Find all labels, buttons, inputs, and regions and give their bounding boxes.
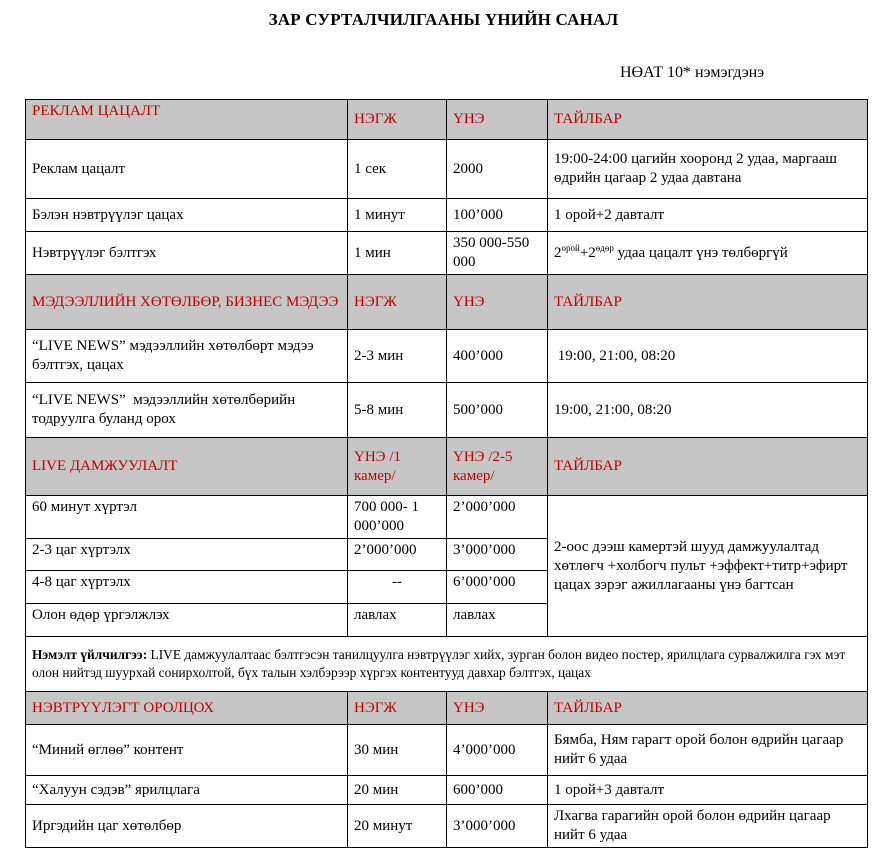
price-table xyxy=(25,99,868,848)
table-row xyxy=(26,140,868,199)
table-cell: 19:00, 21:00, 08:20 xyxy=(548,383,868,438)
table-row xyxy=(26,776,868,805)
extra-service-label: Нэмэлт үйлчилгээ: xyxy=(32,647,148,662)
table-row xyxy=(26,232,868,275)
table-cell: 3’000’000 xyxy=(447,805,548,848)
table-cell: Иргэдийн цаг хөтөлбөр xyxy=(26,805,348,848)
table-cell: Реклам цацалт xyxy=(26,140,348,199)
table-cell: 600’000 xyxy=(447,776,548,805)
table-cell: Бямба, Ням гарагт орой болон өдрийн цагаар нийт 6 удаа xyxy=(548,725,868,776)
table-cell: 500’000 xyxy=(447,383,548,438)
live-note-cell: 2-оос дээш камертэй шууд дамжуулалтад хөтлөгч +холбогч пульт +эффект+титр+эфирт цацах зэрэг ажиллагааны үнэ багтсан xyxy=(548,496,868,637)
table-cell: 5-8 мин xyxy=(348,383,447,438)
table-cell: 19:00-24:00 цагийн хооронд 2 удаа, маргааш өдрийн цагаар 2 удаа давтана xyxy=(548,140,868,199)
table-cell: 1 сек xyxy=(348,140,447,199)
table-cell: “Халуун сэдэв” ярилцлага xyxy=(26,776,348,805)
extra-service-cell xyxy=(26,637,868,692)
table-cell: Нэвтрүүлэг бэлтгэх xyxy=(26,232,348,275)
header-cell: ТАЙЛБАР xyxy=(548,100,868,140)
header-cell: ҮНЭ xyxy=(447,275,548,330)
table-row xyxy=(26,330,868,383)
table-cell: 2-3 цаг хүртэлх xyxy=(26,539,348,571)
header-cell: ҮНЭ /2-5 камер/ xyxy=(447,438,548,496)
table-cell: “Миний өглөө” контент xyxy=(26,725,348,776)
section-header-news xyxy=(26,275,868,330)
header-cell: НЭГЖ xyxy=(348,692,447,725)
table-cell: Лхагва гарагийн орой болон өдрийн цагаар нийт 6 удаа xyxy=(548,805,868,848)
header-cell: ҮНЭ /1 камер/ xyxy=(348,438,447,496)
table-row xyxy=(26,805,868,848)
section-header-advertising xyxy=(26,100,868,140)
table-row xyxy=(26,496,868,539)
table-cell: 6’000’000 xyxy=(447,571,548,604)
table-cell: Бэлэн нэвтрүүлэг цацах xyxy=(26,199,348,232)
table-cell: 1 орой+3 давталт xyxy=(548,776,868,805)
table-cell xyxy=(548,232,868,275)
note-sup: өдөр xyxy=(595,242,614,253)
table-cell: 2000 xyxy=(447,140,548,199)
table-cell: 1 минут xyxy=(348,199,447,232)
header-cell: ТАЙЛБАР xyxy=(548,275,868,330)
header-cell: ҮНЭ xyxy=(447,100,548,140)
table-cell: Олон өдөр үргэлжлэх xyxy=(26,604,348,637)
header-cell: ТАЙЛБАР xyxy=(548,692,868,725)
table-cell: 60 минут хүртэл xyxy=(26,496,348,539)
table-cell: 3’000’000 xyxy=(447,539,548,571)
note-sup: орой xyxy=(561,242,580,253)
section-header-live xyxy=(26,438,868,496)
note-part: +2 xyxy=(579,244,596,261)
header-cell: МЭДЭЭЛЛИЙН ХӨТӨЛБӨР, БИЗНЕС МЭДЭЭ xyxy=(26,275,348,330)
table-cell: 20 минут xyxy=(348,805,447,848)
table-cell: 30 мин xyxy=(348,725,447,776)
extra-service-text: LIVE дамжуулалтаас бэлтгэсэн танилцуулга нэвтрүүлэг хийх, зурган болон видео постер, ярилцлага сурвалжилга гэх мэт олон нийтэд шуурхай сонирхолтой, бүх талын хэлбэрээр хүргэх контентууд давхар бэлтгэх, цацах xyxy=(32,647,846,680)
table-cell: -- xyxy=(348,571,447,604)
table-cell: 100’000 xyxy=(447,199,548,232)
note-part: 2 xyxy=(554,244,562,261)
header-cell: LIVE ДАМЖУУЛАЛТ xyxy=(26,438,348,496)
table-row xyxy=(26,199,868,232)
table-cell: 2-3 мин xyxy=(348,330,447,383)
table-row xyxy=(26,383,868,438)
table-cell: лавлах xyxy=(348,604,447,637)
table-cell: 19:00, 21:00, 08:20 xyxy=(548,330,868,383)
table-cell: “LIVE NEWS” мэдээллийн хөтөлбөрт мэдээ бэлтгэх, цацах xyxy=(26,330,348,383)
table-cell: “LIVE NEWS” мэдээллийн хөтөлбөрийн тодруулга буланд орох xyxy=(26,383,348,438)
table-cell: 20 мин xyxy=(348,776,447,805)
section-header-program xyxy=(26,692,868,725)
vat-note: НӨАТ 10* нэмэгдэнэ xyxy=(620,64,765,81)
table-cell: 4-8 цаг хүртэлх xyxy=(26,571,348,604)
header-cell: РЕКЛАМ ЦАЦАЛТ xyxy=(26,100,348,140)
table-cell: 350 000-550 000 xyxy=(447,232,548,275)
table-cell: 2’000’000 xyxy=(447,496,548,539)
header-cell: ТАЙЛБАР xyxy=(548,438,868,496)
table-cell: лавлах xyxy=(447,604,548,637)
table-cell: 1 орой+2 давталт xyxy=(548,199,868,232)
table-cell: 1 мин xyxy=(348,232,447,275)
header-cell: ҮНЭ xyxy=(447,692,548,725)
extra-service-row xyxy=(26,637,868,692)
note-part: удаа цацалт үнэ төлбөргүй xyxy=(613,244,788,261)
table-cell: 4’000’000 xyxy=(447,725,548,776)
table-cell: 400’000 xyxy=(447,330,548,383)
header-cell: НЭВТРҮҮЛЭГТ ОРОЛЦОХ xyxy=(26,692,348,725)
table-cell: 700 000- 1 000’000 xyxy=(348,496,447,539)
header-cell: НЭГЖ xyxy=(348,275,447,330)
page-title: ЗАР СУРТАЛЧИЛГААНЫ ҮНИЙН САНАЛ xyxy=(268,10,619,29)
header-cell: НЭГЖ xyxy=(348,100,447,140)
table-row xyxy=(26,725,868,776)
table-cell: 2’000’000 xyxy=(348,539,447,571)
